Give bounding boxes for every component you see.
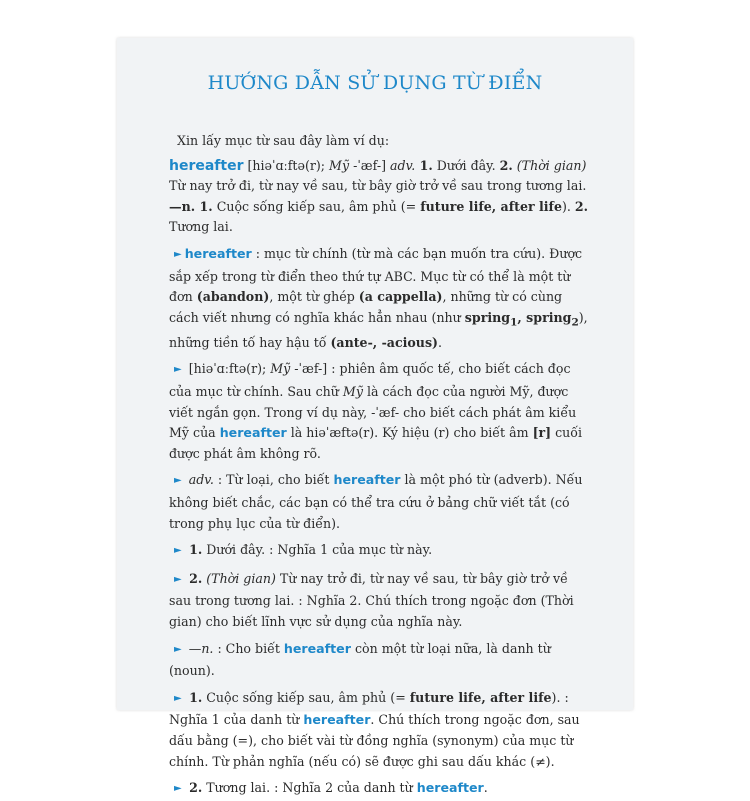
dictionary-page — [117, 38, 633, 796]
page-content — [169, 131, 593, 801]
explanation-noun: ► —n. : Cho biết hereafter còn một từ loại nữa, là danh từ (noun). — [169, 640, 551, 679]
example-headword: hereafter — [169, 157, 244, 174]
intro-text: Xin lấy mục từ sau đây làm ví dụ: — [177, 133, 390, 148]
arrow-bullet-icon: ► — [174, 475, 182, 487]
explanation-pronunciation: ► [hiəˈɑːftə(r); Mỹ -ˈæf-] : phiên âm quốc tế, cho biết cách đọc của mục từ chính. Sau chữ Mỹ là cách đọc của người Mỹ, được viết ngắn gọn. Trong ví dụ này, -ˈæf- cho biết cách phát âm kiểu Mỹ của hereafter là hiəˈæftə(r). Ký hiệu (r) cho biết âm [r] cuối được phát âm không rõ. — [169, 361, 583, 461]
page-title: HƯỚNG DẪN SỬ DỤNG TỪ ĐIỂN — [207, 72, 543, 94]
arrow-bullet-icon: ► — [174, 783, 182, 795]
explanation-noun-sense-2: ► 2. Tương lai. : Nghĩa 2 của danh từ hereafter. — [174, 780, 488, 796]
explanation-sense-1: ► 1. Dưới đây. : Nghĩa 1 của mục từ này. — [174, 542, 433, 558]
explanation-part-of-speech: ► adv. : Từ loại, cho biết hereafter là một phó từ (adverb). Nếu không biết chắc, các bạn có thể tra cứu ở bảng chữ viết tắt (có trong phụ lục của từ điển). — [169, 472, 583, 531]
explanation-headword: ► hereafter : mục từ chính (từ mà các bạn muốn tra cứu). Được sắp xếp trong từ điển theo thứ tự ABC. Mục từ có thể là một từ đơn (abandon), một từ ghép (a cappella), những từ có cùng cách viết nhưng có nghĩa khác hẳn nhau (như spring$_1$, spring$_2$), những tiền tố hay hậu tố (ante-, -acious). — [169, 245, 588, 350]
example-entry: hereafter [hiəˈɑːftə(r); Mỹ -ˈæf-] adv. 1. Dưới đây. 2. (Thời gian) Từ nay trở đi, từ nay về sau, từ bây giờ trở về sau trong tương lai. —n. 1. Cuộc sống kiếp sau, âm phủ (= future life, after life). 2. Tương lai. — [169, 157, 589, 235]
arrow-bullet-icon: ► — [174, 364, 182, 376]
arrow-bullet-icon: ► — [174, 545, 182, 557]
arrow-bullet-icon: ► — [174, 573, 182, 585]
arrow-bullet-icon: ► — [174, 692, 182, 704]
explanation-sense-2: ► 2. (Thời gian) Từ nay trở đi, từ nay về sau, từ bây giờ trở về sau trong tương lai. : Nghĩa 2. Chú thích trong ngoặc đơn (Thời gian) cho biết lĩnh vực sử dụng của nghĩa này. — [169, 570, 574, 629]
arrow-bullet-icon: ► — [174, 643, 182, 655]
explanation-noun-sense-1: ► 1. Cuộc sống kiếp sau, âm phủ (= future life, after life). : Nghĩa 1 của danh từ hereafter. Chú thích trong ngoặc đơn, sau dấu bằng (=), cho biết vài từ đồng nghĩa (synonym) của mục từ chính. Từ phản nghĩa (nếu có) sẽ được ghi sau dấu khác (≠). — [169, 689, 580, 769]
arrow-bullet-icon: ► — [174, 248, 182, 260]
